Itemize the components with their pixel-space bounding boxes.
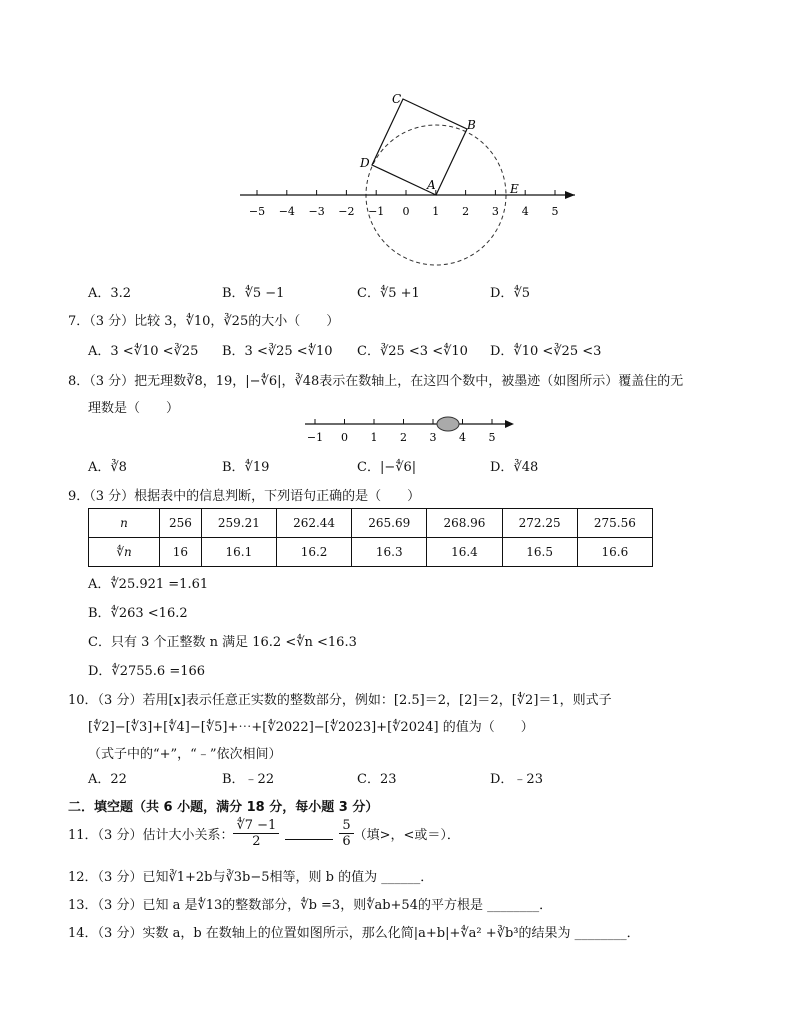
table-cell: 16.2: [276, 538, 351, 567]
q11-answer-blank[interactable]: [285, 827, 333, 840]
tick-label: −4: [278, 205, 295, 218]
q14: 14．（3 分）实数 a，b 在数轴上的位置如图所示，那么化简|a+b|+∜a² +∛b³的结果为 ________．: [68, 926, 640, 941]
q9-table: [88, 508, 653, 567]
q10-stem-line1: 10．（3 分）若用[x]表示任意正实数的整数部分，例如：[2.5]＝2，[2]＝2，[∜2]＝1，则式子: [68, 693, 612, 708]
tick-label: 5: [551, 205, 559, 218]
q9-option-a: A．∜25.921 =1.61: [88, 577, 209, 592]
q8-option-d: D．∛48: [490, 460, 539, 475]
q10-stem-line3: （式子中的“+”，“﹣”依次相间）: [88, 747, 282, 762]
table-cell: 16: [160, 538, 202, 567]
q7-option-a: A．3 <∜10 <∛25: [88, 344, 199, 359]
tick-label: 3: [429, 431, 437, 444]
q8-stem-line1: 8．（3 分）把无理数∛8，19，|−∜6|，∛48表示在数轴上，在这四个数中，被墨迹（如图所示）覆盖住的无: [68, 374, 684, 389]
q10-option-b: B．﹣22: [222, 772, 275, 787]
q10-option-a: A．22: [88, 772, 127, 787]
label-D: D: [360, 156, 370, 170]
q6-option-c: C．∜5 +1: [357, 286, 420, 301]
section-heading-fill-in: 二．填空题（共 6 小题，满分 18 分，每小题 3 分）: [68, 800, 379, 815]
tick-label: 4: [521, 205, 529, 218]
q9-option-c: C．只有 3 个正整数 n 满足 16.2 <∜n <16.3: [88, 635, 357, 650]
tick-label: 0: [402, 205, 410, 218]
tick-label: 4: [459, 431, 466, 444]
table-cell: 275.56: [577, 509, 652, 538]
q8-stem-line2: 理数是（ ）: [88, 401, 180, 416]
tick-label: 1: [370, 431, 378, 444]
table-cell: 259.21: [201, 509, 276, 538]
tick-label: −2: [338, 205, 355, 218]
q9-option-b: B．∜263 <16.2: [88, 606, 188, 621]
q10-stem-line2: [∜2]−[∜3]+[∜4]−[∜5]+⋯+[∜2022]−[∜2023]+[∜2024] 的值为（ ）: [88, 720, 534, 735]
tick-label: 2: [462, 205, 470, 218]
q11-fraction-right: $\frac{5}{6}$: [339, 818, 353, 849]
table-cell: 16.5: [502, 538, 577, 567]
label-C: C: [392, 92, 402, 106]
table-row: [89, 538, 653, 567]
q11-fraction-left: $\frac{∜7 -1}{2}$: [233, 818, 279, 849]
table-cell: n: [89, 509, 160, 538]
table-cell: 268.96: [427, 509, 502, 538]
q6-option-d: D．∜5: [490, 286, 530, 301]
table-cell: 16.3: [352, 538, 427, 567]
table-cell: 256: [160, 509, 202, 538]
q7-option-d: D．∜10 <∛25 <3: [490, 344, 602, 359]
table-cell: 16.6: [577, 538, 652, 567]
ink-blot: [437, 417, 459, 431]
tick-label: 1: [432, 205, 440, 218]
q9-stem: 9．（3 分）根据表中的信息判断，下列语句正确的是（ ）: [68, 489, 421, 504]
tick-label: −5: [248, 205, 266, 218]
ink-number-line-figure: [300, 410, 520, 450]
q8-option-b: B．∜19: [222, 460, 270, 475]
q8-option-c: C．|−∜6|: [357, 460, 417, 475]
table-cell: 265.69: [352, 509, 427, 538]
q10-option-c: C．23: [357, 772, 397, 787]
tick-label: −3: [308, 205, 325, 218]
q10-option-d: D．﹣23: [490, 772, 543, 787]
q13: 13．（3 分）已知 a 是∜13的整数部分，∜b =3，则∜ab+54的平方根是 ________．: [68, 898, 553, 913]
q8-option-a: A．∛8: [88, 460, 127, 475]
q7-option-c: C．∛25 <3 <∜10: [357, 344, 468, 359]
q6-option-b: B．∜5 −1: [222, 286, 285, 301]
tick-label: 5: [488, 431, 496, 444]
label-B: B: [467, 118, 476, 132]
table-cell: 16.1: [201, 538, 276, 567]
table-cell: ∜n: [89, 538, 160, 567]
q9-option-d: D．∜2755.6 =166: [88, 664, 206, 679]
q11-prefix: 11．（3 分）估计大小关系：: [68, 828, 234, 843]
number-line-square-figure: [235, 85, 585, 275]
table-cell: 272.25: [502, 509, 577, 538]
tick-label: 0: [341, 431, 348, 444]
q11-suffix: （填>，<或＝）．: [353, 828, 460, 843]
tick-label: −1: [368, 205, 385, 218]
q7-option-b: B．3 <∛25 <∜10: [222, 344, 333, 359]
q12: 12．（3 分）已知∛1+2b与∛3b−5相等，则 b 的值为 ______．: [68, 870, 434, 885]
tick-label: −1: [306, 431, 324, 444]
table-cell: 262.44: [276, 509, 351, 538]
table-row: [89, 509, 653, 538]
table-cell: 16.4: [427, 538, 502, 567]
label-A: A: [427, 178, 436, 192]
label-E: E: [510, 182, 519, 196]
q11: [68, 818, 460, 849]
tick-label: 2: [400, 431, 407, 444]
q6-option-a: A．3.2: [88, 286, 132, 301]
q7-stem: 7．（3 分）比较 3，∜10，∛25的大小（ ）: [68, 314, 340, 329]
tick-label: 3: [491, 205, 499, 218]
